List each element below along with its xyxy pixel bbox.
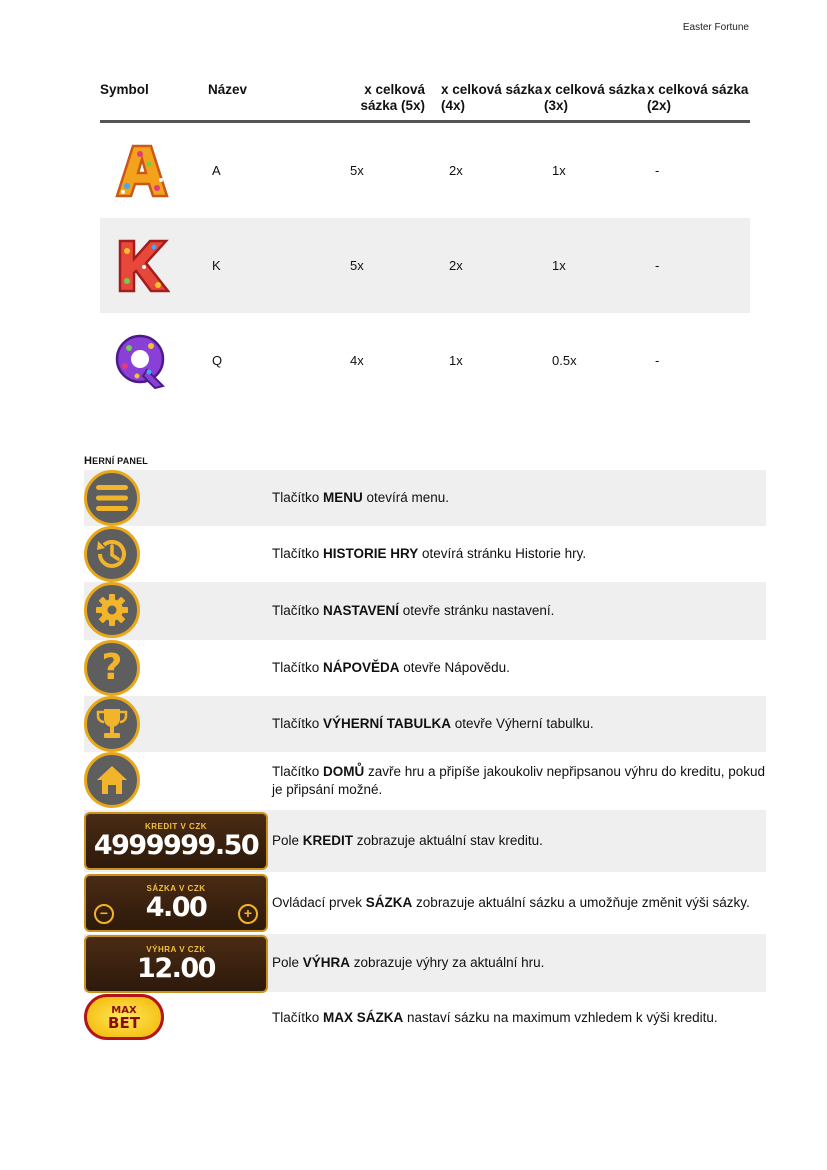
- payout-4x: 2x: [449, 258, 463, 273]
- panel-description: Tlačítko MAX SÁZKA nastaví sázku na maximum vzhledem k výši kreditu.: [272, 1010, 718, 1025]
- table-row: [100, 313, 750, 408]
- panel-description: Tlačítko NASTAVENÍ otevře stránku nastavení.: [272, 603, 555, 618]
- settings-icon[interactable]: [84, 582, 140, 638]
- home-icon[interactable]: [84, 752, 140, 808]
- table-row: [100, 123, 750, 218]
- symbol-name: Q: [212, 353, 223, 368]
- payout-3x: 0.5x: [552, 353, 577, 368]
- symbol-name: A: [212, 163, 221, 178]
- payout-4x: 2x: [449, 163, 463, 178]
- bet-label: SÁZKA V CZK: [146, 883, 206, 893]
- symbol-name: K: [212, 258, 221, 273]
- panel-row-home: [84, 752, 766, 810]
- win-label: VÝHRA V CZK: [146, 944, 206, 954]
- bet-decrease-button[interactable]: −: [94, 904, 114, 924]
- panel-description: Pole KREDIT zobrazuje aktuální stav kreditu.: [272, 833, 543, 848]
- candy-letter-a-icon: [113, 142, 171, 200]
- candy-letter-k-icon: [114, 237, 170, 295]
- payout-2x: -: [655, 163, 660, 178]
- panel-description: Pole VÝHRA zobrazuje výhry za aktuální hru.: [272, 955, 545, 970]
- game-panel-list: [84, 470, 766, 1044]
- panel-row-help: [84, 640, 766, 696]
- bet-value: 4.00: [145, 891, 207, 923]
- panel-row-bet: [84, 872, 766, 934]
- help-icon[interactable]: ?: [84, 640, 140, 696]
- panel-row-max-bet: [84, 992, 766, 1044]
- credit-display: [84, 812, 268, 870]
- col-header-5x: x celková sázka (5x): [360, 82, 425, 113]
- panel-description: Tlačítko MENU otevírá menu.: [272, 490, 450, 505]
- panel-description: Tlačítko HISTORIE HRY otevírá stránku Historie hry.: [272, 546, 587, 561]
- max-bet-button[interactable]: MAX BET: [84, 994, 164, 1040]
- table-row: [100, 218, 750, 313]
- panel-description: Tlačítko VÝHERNÍ TABULKA otevře Výherní tabulku.: [272, 716, 594, 731]
- bet-increase-button[interactable]: +: [238, 904, 258, 924]
- credit-label: KREDIT V CZK: [145, 821, 207, 831]
- col-header-3x: x celková sázka (3x): [544, 82, 646, 113]
- payout-5x: 5x: [350, 163, 364, 178]
- history-icon[interactable]: [84, 526, 140, 582]
- panel-description: Ovládací prvek SÁZKA zobrazuje aktuální sázku a umožňuje změnit výši sázky.: [272, 895, 750, 910]
- col-header-4x: x celková sázka (4x): [441, 82, 543, 113]
- payout-3x: 1x: [552, 258, 566, 273]
- payout-3x: 1x: [552, 163, 566, 178]
- paytable: [100, 82, 750, 408]
- panel-row-paytable: [84, 696, 766, 752]
- bet-control: [84, 874, 268, 932]
- panel-row-settings: [84, 582, 766, 640]
- payout-2x: -: [655, 258, 660, 273]
- panel-description: Tlačítko NÁPOVĚDA otevře Nápovědu.: [272, 660, 510, 675]
- payout-5x: 4x: [350, 353, 364, 368]
- panel-description: Tlačítko DOMŮ zavře hru a připíše jakoukoliv nepřipsanou výhru do kreditu, pokud je připsání možné.: [272, 764, 765, 797]
- col-header-symbol: Symbol: [100, 82, 149, 97]
- win-value: 12.00: [137, 952, 215, 984]
- trophy-icon[interactable]: [84, 696, 140, 752]
- col-header-name: Název: [208, 82, 248, 97]
- panel-row-menu: [84, 470, 766, 526]
- payout-4x: 1x: [449, 353, 463, 368]
- payout-2x: -: [655, 353, 660, 368]
- panel-row-credit: [84, 810, 766, 872]
- candy-letter-q-icon: [113, 332, 171, 390]
- paytable-header: [100, 82, 750, 123]
- col-header-2x: x celková sázka (2x): [647, 82, 749, 113]
- panel-row-history: [84, 526, 766, 582]
- section-title-game-panel: HERNÍ PANEL: [84, 455, 148, 467]
- win-display: [84, 935, 268, 993]
- panel-row-win: [84, 934, 766, 992]
- payout-5x: 5x: [350, 258, 364, 273]
- credit-value: 4999999.50: [93, 829, 259, 861]
- menu-icon[interactable]: [84, 470, 140, 526]
- document-header-title: Easter Fortune: [682, 22, 749, 33]
